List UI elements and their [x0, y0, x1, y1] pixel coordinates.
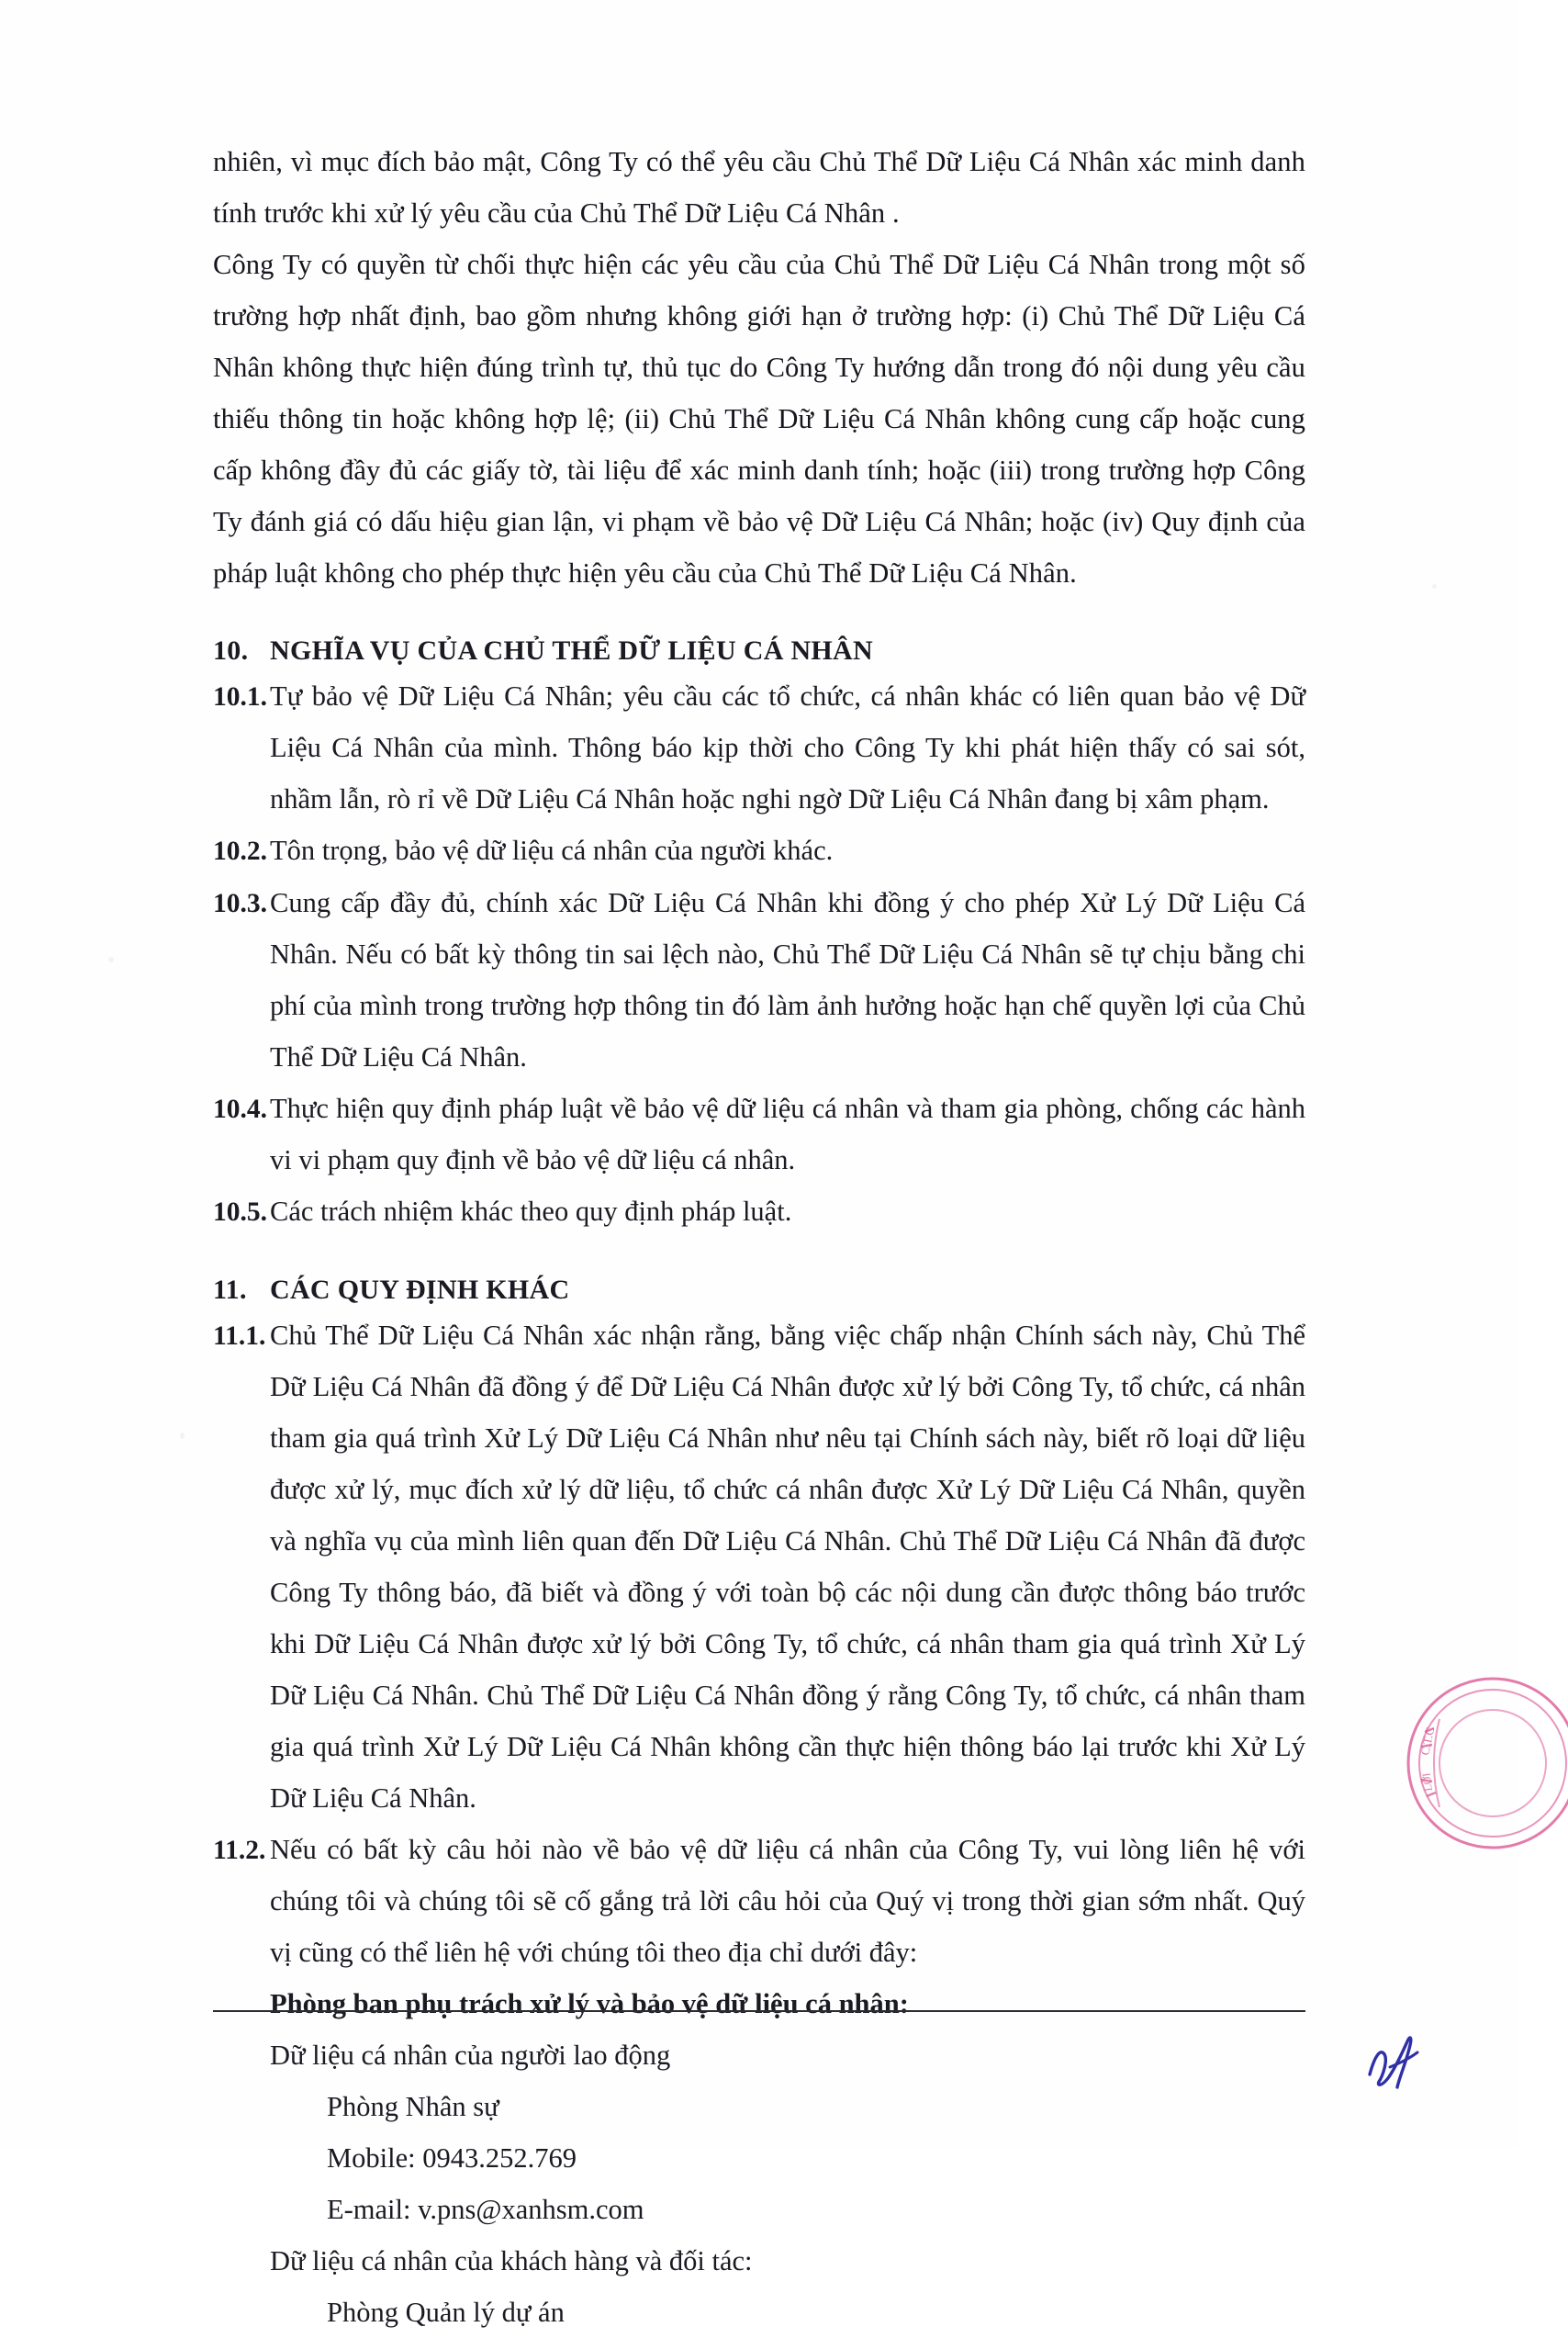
clause-text-10-2: Tôn trọng, bảo vệ dữ liệu cá nhân của người khác. [270, 835, 834, 866]
clause-text-11-1: Chủ Thể Dữ Liệu Cá Nhân xác nhận rằng, bằng việc chấp nhận Chính sách này, Chủ Thể Dữ Liệu Cá Nhân đã đồng ý để Dữ Liệu Cá Nhân được xử lý bởi Công Ty, tổ chức, cá nhân tham gia quá trình Xử Lý Dữ Liệu Cá Nhân như nêu tại Chính sách này, biết rõ loại dữ liệu được xử lý, mục đích xử lý dữ liệu, tổ chức cá nhân được Xử Lý Dữ Liệu Cá Nhân, quyền và nghĩa vụ của mình liên quan đến Dữ Liệu Cá Nhân. Chủ Thể Dữ Liệu Cá Nhân đã được Công Ty thông báo, đã biết và đồng ý với toàn bộ các nội dung cần được thông báo trước khi Dữ Liệu Cá Nhân được xử lý bởi Công Ty, tổ chức, cá nhân tham gia quá trình Xử Lý Dữ Liệu Cá Nhân. Chủ Thể Dữ Liệu Cá Nhân đồng ý rằng Công Ty, tổ chức, cá nhân tham gia quá trình Xử Lý Dữ Liệu Cá Nhân không cần thực hiện thông báo lại trước khi Xử Lý Dữ Liệu Cá Nhân. [270, 1320, 1305, 1814]
paragraph-carryover-2: Công Ty có quyền từ chối thực hiện các yêu cầu của Chủ Thể Dữ Liệu Cá Nhân trong một số trường hợp nhất định, bao gồm nhưng không giới hạn ở trường hợp: (i) Chủ Thể Dữ Liệu Cá Nhân không thực hiện đúng trình tự, thủ tục do Công Ty hướng dẫn trong đó nội dung yêu cầu thiếu thông tin hoặc không hợp lệ; (ii) Chủ Thể Dữ Liệu Cá Nhân không cung cấp hoặc cung cấp không đầy đủ các giấy tờ, tài liệu để xác minh danh tính; hoặc (iii) trong trường hợp Công Ty đánh giá có dấu hiệu gian lận, vi phạm về bảo vệ Dữ Liệu Cá Nhân; hoặc (iv) Quy định của pháp luật không cho phép thực hiện yêu cầu của Chủ Thể Dữ Liệu Cá Nhân. [213, 249, 1305, 589]
contact-group-customer-label: Dữ liệu cá nhân của khách hàng và đối tác: [270, 2245, 753, 2276]
clause-11-1 [213, 1310, 1305, 1824]
contact-employee-department: Phòng Nhân sự [327, 2091, 499, 2122]
section-title-11: CÁC QUY ĐỊNH KHÁC [270, 1275, 570, 1305]
contact-customer-department: Phòng Quản lý dự án [327, 2297, 565, 2328]
contact-employee-mobile: Mobile: 0943.252.769 [327, 2142, 577, 2174]
contact-group-employee-label: Dữ liệu cá nhân của người lao động [270, 2040, 671, 2071]
clause-number-10-3: 10.3. [213, 889, 267, 918]
scan-speckle [108, 957, 114, 962]
svg-text:C.T.C: C.T.C [1417, 1725, 1438, 1757]
clause-number-10-2: 10.2. [213, 837, 267, 866]
clause-text-10-4: Thực hiện quy định pháp luật về bảo vệ dữ liệu cá nhân và tham gia phòng, chống các hành vi vi phạm quy định về bảo vệ dữ liệu cá nhân. [270, 1093, 1305, 1175]
section-title-10: NGHĨA VỤ CỦA CHỦ THỂ DỮ LIỆU CÁ NHÂN [270, 635, 873, 666]
clause-number-10-4: 10.4. [213, 1095, 267, 1124]
contact-block [270, 1978, 1305, 2338]
section-heading-10 [213, 635, 1305, 667]
scan-speckle [1432, 584, 1437, 589]
clause-text-10-3: Cung cấp đầy đủ, chính xác Dữ Liệu Cá Nhân khi đồng ý cho phép Xử Lý Dữ Liệu Cá Nhân. Nếu có bất kỳ thông tin sai lệch nào, Chủ Thể Dữ Liệu Cá Nhân sẽ tự chịu bằng chi phí của mình trong trường hợp thông tin đó làm ảnh hưởng hoặc hạn chế quyền lợi của Chủ Thể Dữ Liệu Cá Nhân. [270, 887, 1305, 1073]
handwritten-initial-icon [1357, 2021, 1439, 2104]
clause-number-10-5: 10.5. [213, 1197, 267, 1227]
clause-number-11-2: 11.2. [213, 1836, 266, 1865]
clause-10-2 [213, 825, 1305, 877]
section-number-10: 10. [213, 635, 249, 666]
scan-speckle [180, 1433, 185, 1439]
clause-10-4 [213, 1083, 1305, 1186]
clause-10-3 [213, 877, 1305, 1083]
contact-heading: Phòng ban phụ trách xử lý và bảo vệ dữ liệu cá nhân: [270, 1988, 909, 2019]
clause-number-11-1: 11.1. [213, 1321, 266, 1351]
contact-employee-email: E-mail: v.pns@xanhsm.com [327, 2194, 644, 2225]
clause-10-1 [213, 670, 1305, 825]
footer-rule [213, 2010, 1305, 2012]
svg-text:LỜI: LỜI [1419, 1771, 1435, 1793]
clause-number-10-1: 10.1. [213, 682, 267, 712]
clause-text-11-2: Nếu có bất kỳ câu hỏi nào về bảo vệ dữ liệu cá nhân của Công Ty, vui lòng liên hệ với chúng tôi và chúng tôi sẽ cố gắng trả lời câu hỏi của Quý vị trong thời gian sớm nhất. Quý vị cũng có thể liên hệ với chúng tôi theo địa chỉ dưới đây: [270, 1834, 1305, 1968]
clause-text-10-1: Tự bảo vệ Dữ Liệu Cá Nhân; yêu cầu các tổ chức, cá nhân khác có liên quan bảo vệ Dữ Liệu Cá Nhân của mình. Thông báo kịp thời cho Công Ty khi phát hiện thấy có sai sót, nhầm lẫn, rò rỉ về Dữ Liệu Cá Nhân hoặc nghi ngờ Dữ Liệu Cá Nhân đang bị xâm phạm. [270, 680, 1305, 815]
clause-text-10-5: Các trách nhiệm khác theo quy định pháp luật. [270, 1196, 792, 1227]
section-heading-11 [213, 1275, 1305, 1306]
clause-10-5 [213, 1186, 1305, 1238]
paragraph-carryover-1: nhiên, vì mục đích bảo mật, Công Ty có thể yêu cầu Chủ Thể Dữ Liệu Cá Nhân xác minh danh tính trước khi xử lý yêu cầu của Chủ Thể Dữ Liệu Cá Nhân . [213, 146, 1305, 229]
round-stamp-icon [1384, 1671, 1568, 1855]
section-number-11: 11. [213, 1275, 247, 1305]
page-content [213, 136, 1305, 2338]
clause-11-2 [213, 1824, 1305, 1978]
